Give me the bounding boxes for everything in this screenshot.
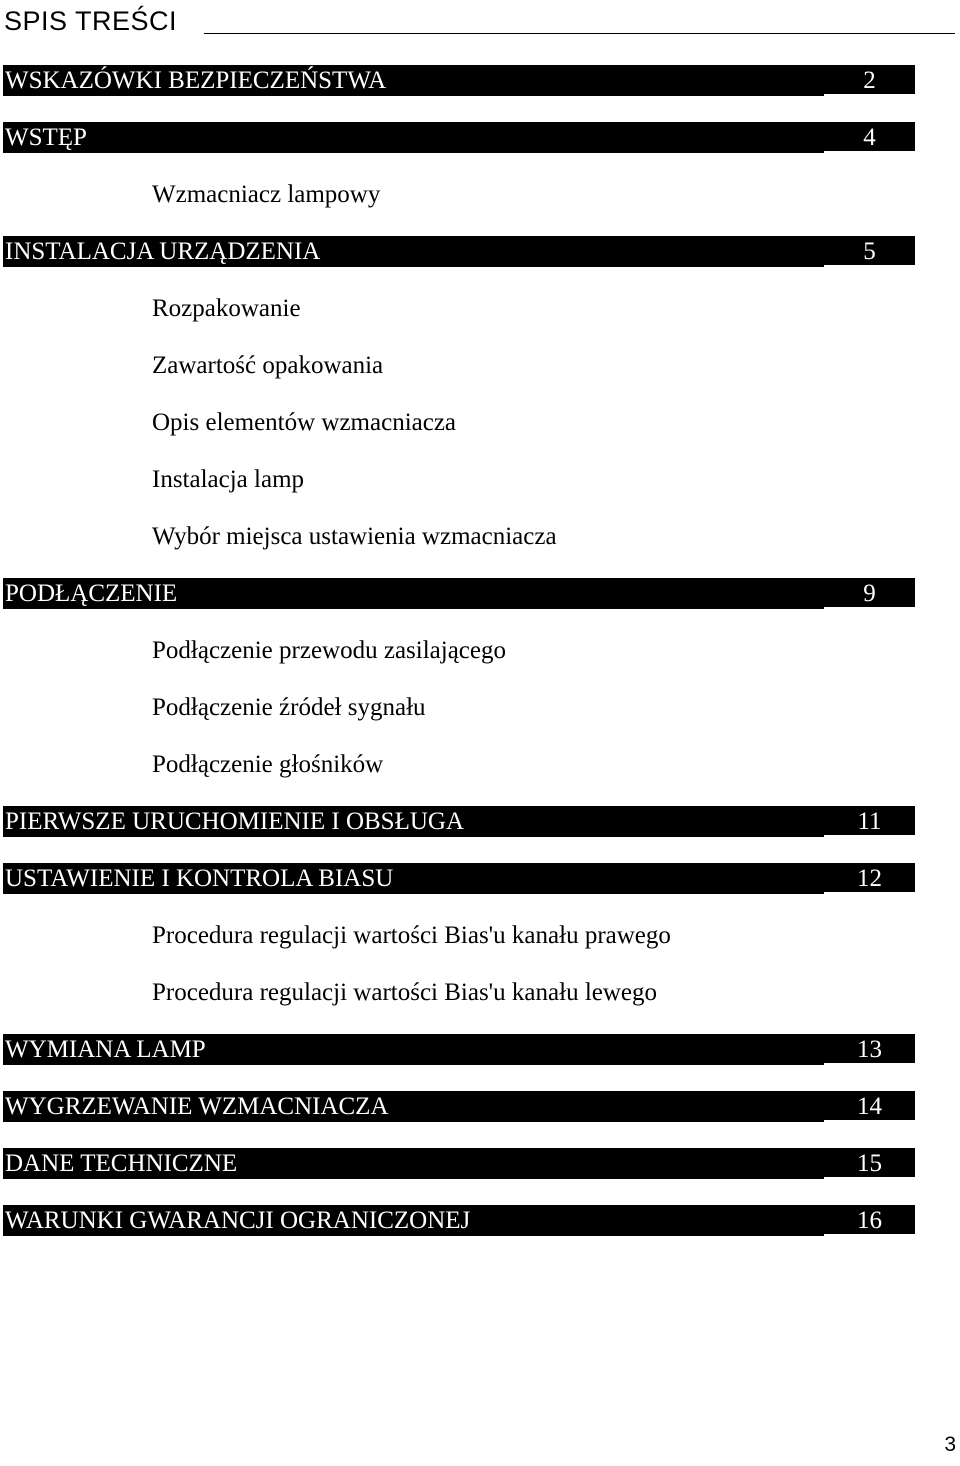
toc-section-page: 4 (824, 122, 915, 153)
toc-section-page: 13 (824, 1034, 915, 1065)
toc-section-label: PIERWSZE URUCHOMIENIE I OBSŁUGA (5, 808, 465, 835)
toc-section[interactable] (3, 1034, 915, 1065)
toc-section-page: 9 (824, 578, 915, 609)
toc-section-label: INSTALACJA URZĄDZENIA (5, 238, 321, 265)
toc-section[interactable] (3, 122, 915, 153)
toc-section-label: WSKAZÓWKI BEZPIECZEŃSTWA (5, 67, 387, 94)
toc-section-label: WYGRZEWANIE WZMACNIACZA (5, 1093, 389, 1120)
toc-section[interactable] (3, 1148, 915, 1179)
toc-subitem[interactable]: Wybór miejsca ustawienia wzmacniacza (152, 523, 557, 550)
toc-section-label: WYMIANA LAMP (5, 1036, 206, 1063)
toc-section-label: WSTĘP (5, 124, 87, 151)
toc-section[interactable] (3, 65, 915, 96)
toc-subitem[interactable]: Wzmacniacz lampowy (152, 181, 381, 208)
toc-section-page: 12 (824, 863, 915, 894)
toc-section-page: 15 (824, 1148, 915, 1179)
toc-section-page: 11 (824, 806, 915, 837)
toc-section[interactable] (3, 578, 915, 609)
toc-subitem[interactable]: Rozpakowanie (152, 295, 301, 322)
toc-subitem[interactable]: Instalacja lamp (152, 466, 305, 493)
toc-subitem[interactable]: Podłączenie przewodu zasilającego (152, 637, 506, 664)
toc-section[interactable] (3, 863, 915, 894)
toc-section-page: 14 (824, 1091, 915, 1122)
toc-section-label: WARUNKI GWARANCJI OGRANICZONEJ (5, 1207, 471, 1234)
page-number: 3 (944, 1433, 956, 1456)
toc-section-label: USTAWIENIE I KONTROLA BIASU (5, 865, 394, 892)
page-title: SPIS TREŚCI (4, 6, 178, 36)
toc-section-label: PODŁĄCZENIE (5, 580, 178, 607)
toc-subitem[interactable]: Procedura regulacji wartości Bias'u kanału prawego (152, 922, 671, 949)
toc-section-page: 5 (824, 236, 915, 267)
toc-subitem[interactable]: Podłączenie głośników (152, 751, 384, 778)
toc-section-label: DANE TECHNICZNE (5, 1150, 238, 1177)
toc-subitem[interactable]: Procedura regulacji wartości Bias'u kanału lewego (152, 979, 658, 1006)
toc-section[interactable] (3, 236, 915, 267)
toc-subitem[interactable]: Zawartość opakowania (152, 352, 384, 379)
toc-section-page: 2 (824, 65, 915, 96)
toc-section-page: 16 (824, 1205, 915, 1236)
toc-section[interactable] (3, 806, 915, 837)
toc-subitem[interactable]: Opis elementów wzmacniacza (152, 409, 457, 436)
toc-section[interactable] (3, 1205, 915, 1236)
toc-subitem[interactable]: Podłączenie źródeł sygnału (152, 694, 426, 721)
toc-section[interactable] (3, 1091, 915, 1122)
